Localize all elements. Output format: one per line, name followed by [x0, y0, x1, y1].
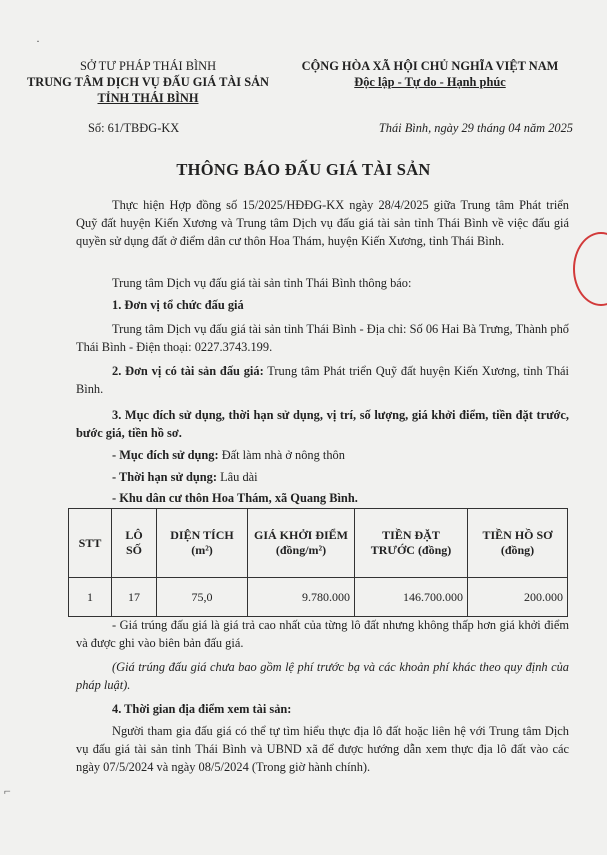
red-seal-icon	[573, 232, 607, 306]
header-deposit: TIỀN ĐẶT TRƯỚC (đồng)	[355, 509, 468, 578]
term-value: Lâu dài	[216, 470, 258, 484]
purpose-line	[76, 446, 569, 464]
national-title: CỘNG HÒA XÃ HỘI CHỦ NGHĨA VIỆT NAM	[301, 59, 559, 73]
section-4-body: Người tham gia đấu giá có thể tự tìm hiểu thực địa lô đất hoặc liên hệ với Trung tâm Dịch vụ đấu giá tài sản tỉnh Thái Bình và UBND xã để được hướng dẫn xem thực địa lô đất vào các ngày 07/5/2024 và ngày 08/5/2024 (Trong giờ hành chính).	[76, 724, 569, 774]
purpose-label: - Mục đích sử dụng:	[112, 448, 219, 462]
header-lot: LÔ SỐ	[112, 509, 157, 578]
table-header-row	[69, 509, 568, 578]
winning-price-paragraph: - Giá trúng đấu giá là giá trả cao nhất của từng lô đất nhưng không thấp hơn giá khởi điểm và được ghi vào biên bản đấu giá.	[76, 618, 569, 650]
issuer-header	[18, 58, 278, 106]
scan-dot-icon: ·	[36, 34, 40, 48]
header-stt: STT	[69, 509, 112, 578]
header-dossier-fee: TIỀN HỒ SƠ (đồng)	[468, 509, 568, 578]
section-2-body: Trung tâm Phát triển Quỹ đất huyện Kiến Xương, tỉnh Thái Bình.	[76, 364, 569, 396]
auction-table	[68, 508, 568, 617]
section-3-heading: 3. Mục đích sử dụng, thời hạn sử dụng, vị trí, số lượng, giá khởi điểm, tiền đặt trước, bước giá, tiền hồ sơ.	[76, 408, 569, 440]
fee-note: (Giá trúng đấu giá chưa bao gồm lệ phí trước bạ và các khoản phí khác theo quy định của pháp luật).	[76, 660, 569, 692]
section-2	[76, 362, 569, 398]
issuer-line-3: TỈNH THÁI BÌNH	[97, 91, 199, 105]
national-header	[280, 58, 580, 90]
area-label: - Khu dân cư thôn Hoa Thám, xã Quang Bình.	[112, 491, 358, 505]
cell-starting-price: 9.780.000	[248, 578, 355, 617]
scan-dash-icon: ⌐	[4, 784, 11, 798]
cell-dossier-fee: 200.000	[468, 578, 568, 617]
issuer-line-2: TRUNG TÂM DỊCH VỤ ĐẤU GIÁ TÀI SẢN	[27, 75, 269, 89]
section-2-heading: 2. Đơn vị có tài sản đấu giá:	[112, 364, 264, 378]
cell-deposit: 146.700.000	[355, 578, 468, 617]
cell-lot: 17	[112, 578, 157, 617]
reference-number: Số: 61/TBĐG-KX	[88, 121, 180, 135]
section-1-heading: 1. Đơn vị tổ chức đấu giá	[112, 298, 244, 312]
term-label: - Thời hạn sử dụng:	[112, 470, 217, 484]
intro-paragraph: Thực hiện Hợp đồng số 15/2025/HĐĐG-KX ngày 28/4/2025 giữa Trung tâm Phát triển Quỹ đất huyện Kiến Xương và Trung tâm Dịch vụ đấu giá tài sản tỉnh Thái Bình về việc đấu giá quyền sử dụng đất ở điểm dân cư thôn Hoa Thám, huyện Kiến Xương, tỉnh Thái Bình.	[76, 198, 569, 248]
document-title: THÔNG BÁO ĐẤU GIÁ TÀI SẢN	[176, 160, 431, 179]
purpose-value: Đất làm nhà ở nông thôn	[218, 448, 345, 462]
section-4-heading: 4. Thời gian địa điểm xem tài sản:	[112, 702, 292, 716]
table-row	[69, 578, 568, 617]
section-1-body: Trung tâm Dịch vụ đấu giá tài sản tỉnh Thái Bình - Địa chỉ: Số 06 Hai Bà Trưng, Thành phố Thái Bình - Điện thoại: 0227.3743.199.	[76, 322, 569, 354]
national-motto: Độc lập - Tự do - Hạnh phúc	[354, 75, 506, 89]
document-date: Thái Bình, ngày 29 tháng 04 năm 2025	[378, 121, 573, 135]
cell-area: 75,0	[157, 578, 248, 617]
header-area: DIỆN TÍCH (m²)	[157, 509, 248, 578]
issuer-line-1: SỞ TƯ PHÁP THÁI BÌNH	[79, 59, 217, 73]
term-line	[76, 468, 569, 486]
cell-stt: 1	[69, 578, 112, 617]
notice-paragraph: Trung tâm Dịch vụ đấu giá tài sản tỉnh Thái Bình thông báo:	[112, 276, 412, 290]
header-starting-price: GIÁ KHỞI ĐIỂM (đồng/m²)	[248, 509, 355, 578]
